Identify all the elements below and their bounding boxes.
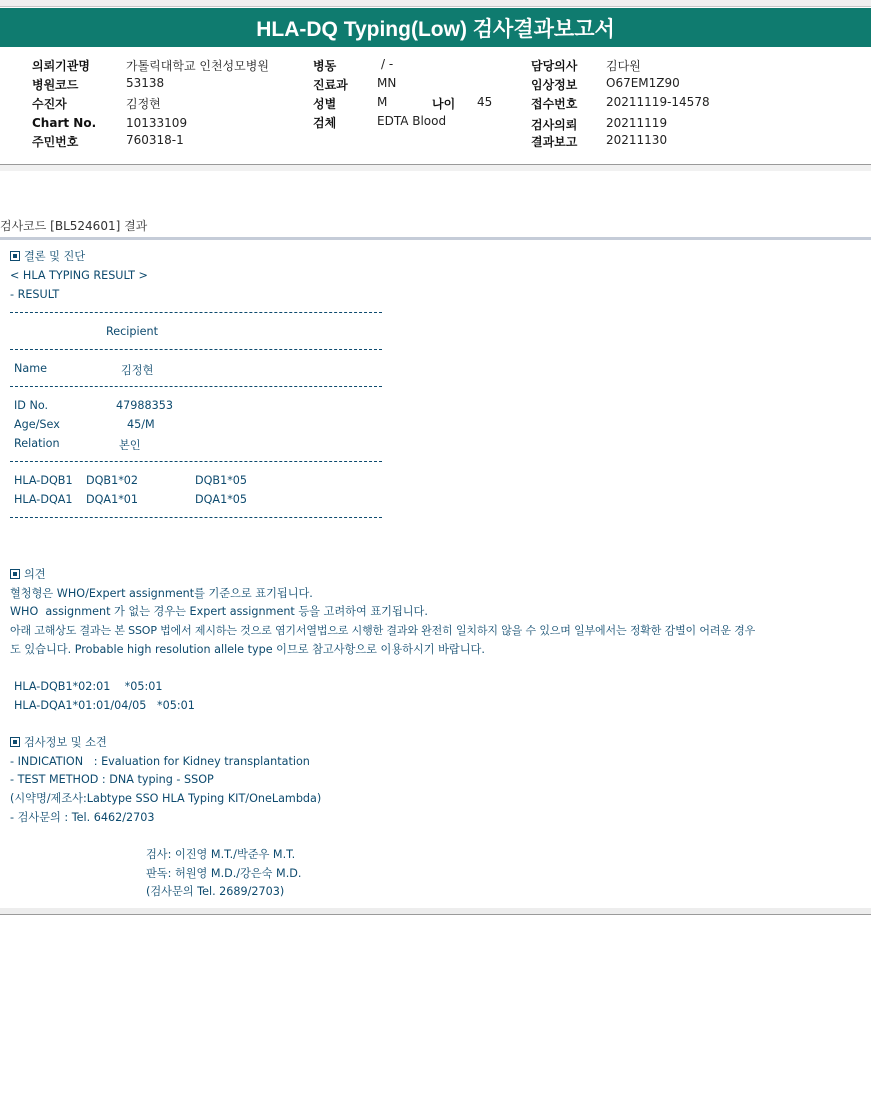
receipt-no-label: 접수번호 — [531, 97, 578, 111]
department-label: 진료과 — [313, 78, 348, 92]
institution-label: 의뢰기관명 — [32, 59, 90, 73]
hospital-code-value: 53138 — [126, 76, 165, 90]
footer-divider — [0, 908, 871, 915]
examinee-value: 김정현 — [126, 97, 161, 111]
examinee-label: 수진자 — [32, 97, 67, 111]
clinical-info-value: O67EM1Z90 — [606, 76, 680, 90]
doctor-label: 담당의사 — [531, 59, 578, 73]
department-value: MN — [377, 76, 397, 90]
id-label: ID No. — [14, 399, 49, 412]
sex-value: M — [377, 95, 388, 109]
chart-no-value: 10133109 — [126, 116, 188, 130]
section-divider — [0, 237, 871, 240]
conclusion-heading: 결론 및 진단 — [10, 247, 85, 266]
id-value: 47988353 — [116, 399, 173, 412]
info-line: - TEST METHOD : DNA typing - SSOP — [10, 773, 214, 786]
doctor-value: 김다원 — [606, 59, 641, 73]
age-label: 나이 — [432, 97, 456, 111]
header-band — [0, 165, 871, 171]
signature-line: (검사문의 Tel. 2689/2703) — [146, 885, 285, 898]
result-subtitle: - RESULT — [10, 288, 60, 301]
allele-1: DQB1*02 — [86, 474, 139, 487]
recipient-label: Recipient — [106, 325, 158, 338]
hospital-code-label: 병원코드 — [32, 78, 79, 92]
chart-no-label: Chart No. — [32, 116, 97, 130]
window-top-edge — [0, 0, 871, 7]
allele-2: DQA1*05 — [195, 493, 248, 506]
name-label: Name — [14, 362, 48, 375]
checkbox-square-icon — [10, 737, 20, 747]
checkbox-square-icon — [10, 251, 20, 261]
sex-label: 성별 — [313, 97, 337, 111]
info-line: - 검사문의 : Tel. 6462/2703 — [10, 811, 155, 824]
signature-line: 검사: 이진영 M.T./박준우 M.T. — [146, 848, 296, 861]
info-heading: 검사정보 및 소견 — [10, 733, 107, 752]
resident-no-value: 760318-1 — [126, 133, 184, 147]
institution-value: 가톨릭대학교 인천성모병원 — [126, 59, 269, 73]
specimen-label: 검체 — [313, 116, 337, 130]
resident-no-label: 주민번호 — [32, 135, 79, 149]
checkbox-square-icon — [10, 569, 20, 579]
request-date-label: 검사의뢰 — [531, 118, 578, 132]
opinion-line: 혈청형은 WHO/Expert assignment를 기준으로 표기됩니다. — [10, 587, 313, 600]
dashed-divider — [10, 386, 382, 387]
report-title: HLA-DQ Typing(Low) 검사결과보고서 — [0, 8, 871, 47]
signature-line: 판독: 허원영 M.D./강은숙 M.D. — [146, 867, 302, 880]
allele-1: DQA1*01 — [86, 493, 139, 506]
specimen-value: EDTA Blood — [377, 114, 447, 128]
ward-value: / - — [381, 57, 394, 71]
relation-label: Relation — [14, 437, 60, 450]
dashed-divider — [10, 349, 382, 350]
report-date-label: 결과보고 — [531, 135, 578, 149]
request-date-value: 20211119 — [606, 116, 668, 130]
info-line: (시약명/제조사:Labtype SSO HLA Typing KIT/OneLambda) — [10, 792, 322, 805]
dashed-divider — [10, 461, 382, 462]
high-res-result: HLA-DQA1*01:01/04/05 *05:01 — [14, 699, 195, 712]
clinical-info-label: 임상정보 — [531, 78, 578, 92]
locus-name: HLA-DQB1 — [14, 474, 73, 487]
age-value: 45 — [477, 95, 493, 109]
relation-value: 본인 — [119, 439, 141, 452]
agesex-label: Age/Sex — [14, 418, 60, 431]
name-value: 김정현 — [121, 364, 154, 377]
opinion-line: WHO assignment 가 없는 경우는 Expert assignment 등을 고려하여 표기됩니다. — [10, 605, 428, 618]
section-title: 검사코드 [BL524601] 결과 — [0, 219, 148, 233]
opinion-line: 아래 고해상도 결과는 본 SSOP 법에서 제시하는 것으로 염기서열법으로 시행한 결과와 완전히 일치하지 않을 수 있으며 일부에서는 정확한 감별이 어려운 경우 — [10, 624, 756, 637]
opinion-line: 도 있습니다. Probable high resolution allele type 이므로 참고사항으로 이용하시기 바랍니다. — [10, 643, 485, 656]
allele-2: DQB1*05 — [195, 474, 248, 487]
receipt-no-value: 20211119-14578 — [606, 95, 710, 109]
high-res-result: HLA-DQB1*02:01 *05:01 — [14, 680, 163, 693]
dashed-divider — [10, 312, 382, 313]
result-title: < HLA TYPING RESULT > — [10, 269, 148, 282]
agesex-value: 45/M — [127, 418, 155, 431]
report-date-value: 20211130 — [606, 133, 668, 147]
ward-label: 병동 — [313, 59, 337, 73]
info-line: - INDICATION : Evaluation for Kidney transplantation — [10, 755, 310, 768]
opinion-heading: 의견 — [10, 565, 46, 584]
dashed-divider — [10, 517, 382, 518]
locus-name: HLA-DQA1 — [14, 493, 73, 506]
